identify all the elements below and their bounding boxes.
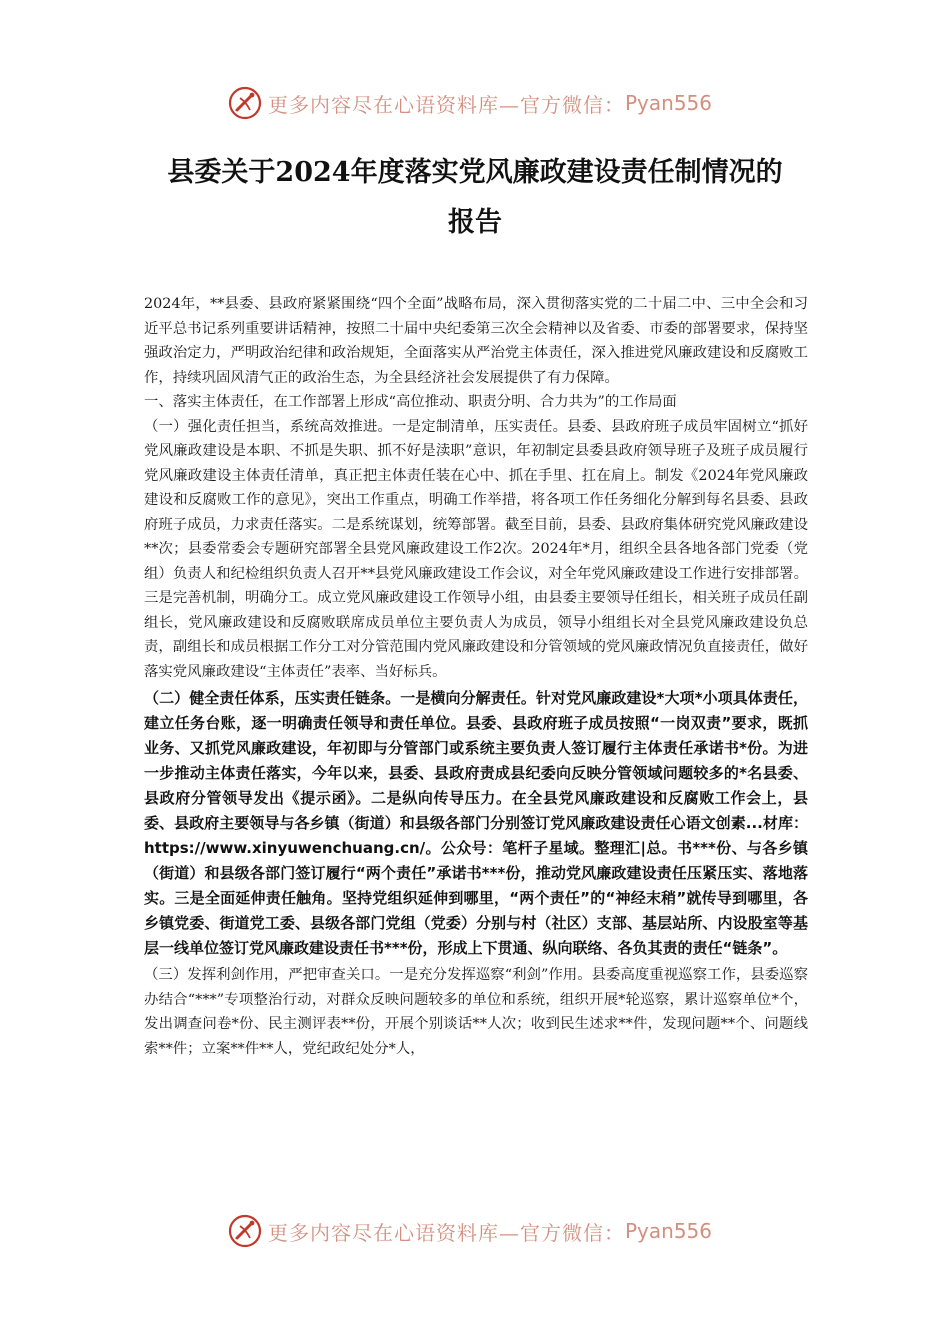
title-line-2: 报告 <box>448 207 502 238</box>
paragraph-subsection-2: （二）健全责任体系，压实责任链条。一是横向分解责任。针对党风廉政建设*大项*小项具体责任，建立任务台账，逐一明确责任领导和责任单位。县委、县政府班子成员按照“一岗双责”要求，既抓业务、又抓党风廉政建设，年初即与分管部门或系统主要负责人签订履行主体责任承诺书*份。为进一步推动主体责任落实，今年以来，县委、县政府责成县纪委向反映分管领域问题较多的*名县委、县政府分管领导发出《提示函》。二是纵向传导压力。在全县党风廉政建设和反腐败工作会上，县委、县政府主要领导与各乡镇（街道）和县级各部门分别签订党风廉政建设责任心语文创素...材库：https://www.xinyuwenchuang.cn/。公众号：笔杆子星域。整理汇|总。书***份、与各乡镇（街道）和县级各部门签订履行“两个责任”承诺书***份，推动党风廉政建设责任压紧压实、落地落实。三是全面延伸责任触角。坚持党组织延伸到哪里，“两个责任”的“神经末稍”就传导到哪里，各乡镇党委、街道党工委、县级各部门党组（党委）分别与村（社区）支部、基层站所、内设股室等基层一线单位签订党风廉政建设责任书***份，形成上下贯通、纵向联络、各负其责的责任“链条”。 <box>144 689 808 957</box>
section-heading-1: 一、落实主体责任，在工作部署上形成“高位推动、职责分明、合力共为”的工作局面 <box>144 394 677 410</box>
document-body <box>144 292 808 1061</box>
watermark-text: 更多内容尽在心语资料库—官方微信： <box>268 1220 625 1245</box>
watermark-footer <box>228 1214 748 1248</box>
watermark-logo-icon <box>228 1214 262 1248</box>
watermark-header <box>228 86 748 120</box>
watermark-text: 更多内容尽在心语资料库—官方微信： <box>268 92 625 117</box>
watermark-wechat-id: Pyan556 <box>625 91 713 115</box>
paragraph-subsection-3: （三）发挥利剑作用，严把审查关口。一是充分发挥巡察“利剑”作用。县委高度重视巡察工作，县委巡察办结合“***”专项整治行动，对群众反映问题较多的单位和系统，组织开展*轮巡察，累计巡察单位*个，发出调查问卷*份、民主测评表**份，开展个别谈话**人次；收到民生述求**件，发现问题**个、问题线索**件；立案**件**人，党纪政纪处分*人， <box>144 967 808 1057</box>
paragraph-subsection-1: （一）强化责任担当，系统高效推进。一是定制清单，压实责任。县委、县政府班子成员牢固树立“抓好党风廉政建设是本职、不抓是失职、抓不好是渎职”意识，年初制定县委县政府领导班子及班子成员履行党风廉政建设主体责任清单，真正把主体责任装在心中、抓在手里、扛在肩上。制发《2024年党风廉政建设和反腐败工作的意见》，突出工作重点，明确工作举措，将各项工作任务细化分解到每名县委、县政府班子成员，力求责任落实。二是系统谋划，统筹部署。截至目前，县委、县政府集体研究党风廉政建设**次；县委常委会专题研究部署全县党风廉政建设工作2次。2024年*月，组织全县各地各部门党委（党组）负责人和纪检组织负责人召开**县党风廉政建设工作会议，对全年党风廉政建设工作进行安排部署。三是完善机制，明确分工。成立党风廉政建设工作领导小组，由县委主要领导任组长，相关班子成员任副组长，党风廉政建设和反腐败联席成员单位主要负责人为成员，领导小组组长对全县党风廉政建设负总责，副组长和成员根据工作分工对分管范围内党风廉政建设和分管领域的党风廉政情况负直接责任，做好落实党风廉政建设“主体责任”表率、当好标兵。 <box>144 418 808 680</box>
watermark-wechat-id: Pyan556 <box>625 1219 713 1243</box>
watermark-logo-icon <box>228 86 262 120</box>
document-title <box>140 148 810 248</box>
paragraph-intro: 2024年，**县委、县政府紧紧围绕“四个全面”战略布局，深入贯彻落实党的二十届二中、三中全会和习近平总书记系列重要讲话精神，按照二十届中央纪委第三次全会精神以及省委、市委的部署要求，保持坚强政治定力，严明政治纪律和政治规矩，全面落实从严治党主体责任，深入推进党风廉政建设和反腐败工作，持续巩固风清气正的政治生态，为全县经济社会发展提供了有力保障。 <box>144 296 808 386</box>
title-line-1: 县委关于2024年度落实党风廉政建设责任制情况的 <box>167 157 783 188</box>
